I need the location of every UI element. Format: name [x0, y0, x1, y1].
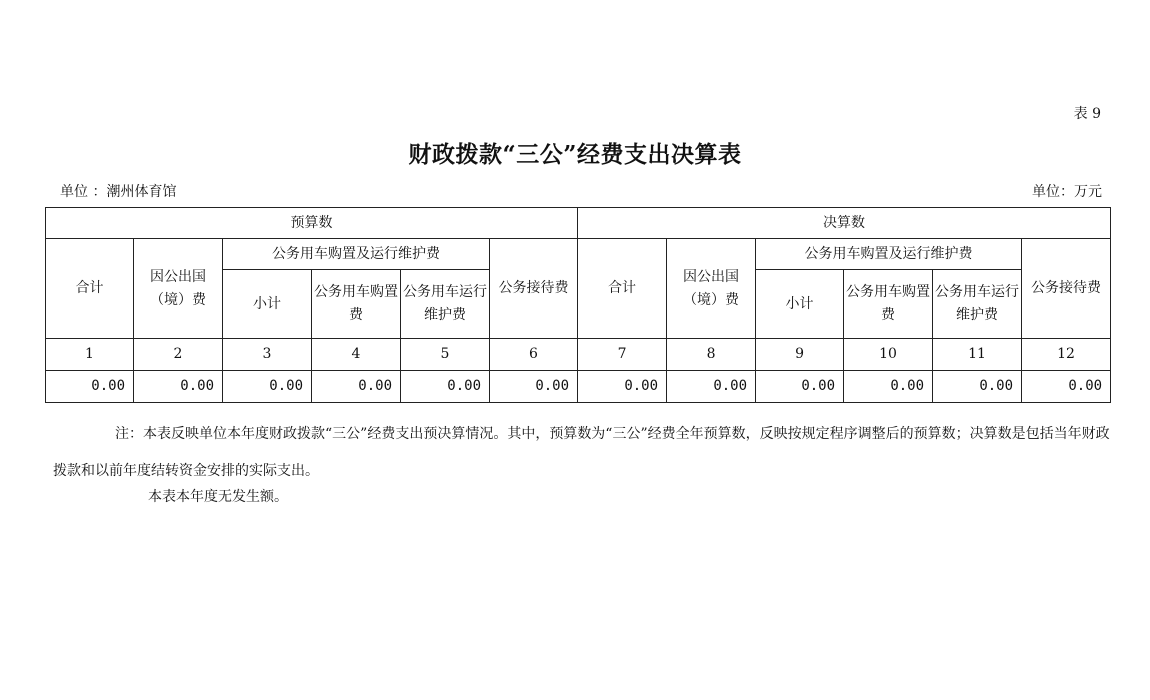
column-number: 6 — [490, 339, 578, 371]
value-cell: 0.00 — [490, 371, 578, 403]
final-total-header: 合计 — [578, 239, 667, 339]
value-cell: 0.00 — [401, 371, 490, 403]
budget-group-header: 预算数 — [46, 208, 578, 239]
column-number: 3 — [223, 339, 312, 371]
budget-vehicle-group-header: 公务用车购置及运行维护费 — [223, 239, 490, 270]
unit-name: 单位 ：潮州体育馆 — [60, 184, 177, 200]
final-operation-header: 公务用车运行维护费 — [933, 270, 1022, 339]
budget-reception-header: 公务接待费 — [490, 239, 578, 339]
budget-subtotal-header: 小计 — [223, 270, 312, 339]
value-cell: 0.00 — [312, 371, 401, 403]
expenditure-table — [45, 207, 1111, 403]
final-reception-header: 公务接待费 — [1022, 239, 1111, 339]
column-number: 11 — [933, 339, 1022, 371]
column-number: 12 — [1022, 339, 1111, 371]
value-cell: 0.00 — [933, 371, 1022, 403]
column-number-row — [46, 339, 1111, 371]
value-cell: 0.00 — [134, 371, 223, 403]
budget-total-header: 合计 — [46, 239, 134, 339]
column-number: 10 — [844, 339, 933, 371]
value-cell: 0.00 — [46, 371, 134, 403]
column-number: 8 — [667, 339, 756, 371]
column-number: 1 — [46, 339, 134, 371]
value-cell: 0.00 — [844, 371, 933, 403]
no-amount-note: 本表本年度无发生额。 — [148, 489, 288, 505]
final-vehicle-group-header: 公务用车购置及运行维护费 — [756, 239, 1022, 270]
currency-unit: 单位：万元 — [1032, 184, 1102, 200]
final-abroad-header: 因公出国（境）费 — [667, 239, 756, 339]
final-group-header: 决算数 — [578, 208, 1111, 239]
budget-abroad-header: 因公出国（境）费 — [134, 239, 223, 339]
column-number: 5 — [401, 339, 490, 371]
value-cell: 0.00 — [667, 371, 756, 403]
value-row — [46, 371, 1111, 403]
value-cell: 0.00 — [1022, 371, 1111, 403]
budget-operation-header: 公务用车运行维护费 — [401, 270, 490, 339]
column-number: 4 — [312, 339, 401, 371]
column-number: 9 — [756, 339, 844, 371]
value-cell: 0.00 — [578, 371, 667, 403]
final-subtotal-header: 小计 — [756, 270, 844, 339]
value-cell: 0.00 — [223, 371, 312, 403]
page-title: 财政拨款“三公”经费支出决算表 — [408, 141, 742, 168]
table-note: 注：本表反映单位本年度财政拨款“三公”经费支出预决算情况。其中，预算数为“三公”经费全年预算数，反映按规定程序调整后的预算数；决算数是包括当年财政拨款和以前年度结转资金安排的实际支出。 — [53, 426, 1110, 479]
value-cell: 0.00 — [756, 371, 844, 403]
column-number: 2 — [134, 339, 223, 371]
table-number: 表 9 — [1073, 106, 1101, 122]
budget-purchase-header: 公务用车购置费 — [312, 270, 401, 339]
column-number: 7 — [578, 339, 667, 371]
final-purchase-header: 公务用车购置费 — [844, 270, 933, 339]
